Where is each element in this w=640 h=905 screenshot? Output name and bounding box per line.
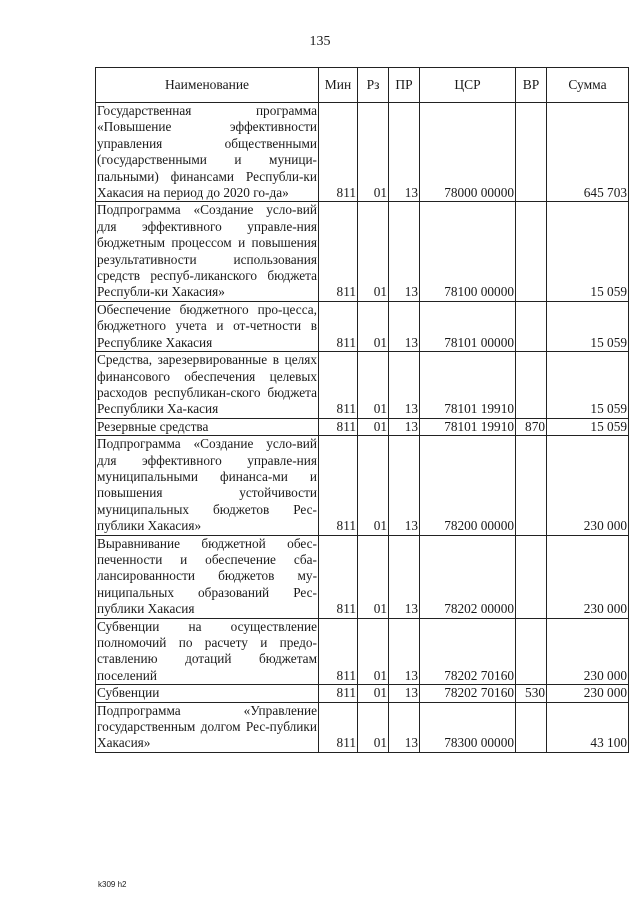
- row-sum: 230 000: [547, 618, 629, 685]
- row-rz: 01: [358, 202, 389, 301]
- table-row: [96, 418, 629, 435]
- row-csr: 78202 70160: [420, 685, 516, 702]
- row-min: 811: [319, 685, 358, 702]
- row-name: Обеспечение бюджетного про-цесса, бюджетного учета и от-четности в Республике Хакасия: [97, 301, 317, 350]
- row-sum: 230 000: [547, 685, 629, 702]
- header-csr: ЦСР: [420, 68, 516, 103]
- row-sum: 15 059: [547, 418, 629, 435]
- row-pr: 13: [389, 535, 420, 618]
- row-vr: [516, 202, 547, 301]
- row-name: Субвенции: [96, 685, 319, 702]
- row-vr: [516, 436, 547, 535]
- table-row: [96, 202, 629, 301]
- row-csr: 78200 00000: [420, 436, 516, 535]
- row-csr: 78100 00000: [420, 202, 516, 301]
- row-pr: 13: [389, 301, 420, 351]
- row-name: Подпрограмма «Управление государственным долгом Рес-публики Хакасия»: [97, 702, 317, 751]
- row-csr: 78101 00000: [420, 301, 516, 351]
- table-row: [96, 436, 629, 535]
- row-csr: 78101 19910: [420, 352, 516, 419]
- row-pr: 13: [389, 103, 420, 202]
- row-rz: 01: [358, 685, 389, 702]
- row-rz: 01: [358, 535, 389, 618]
- row-vr: [516, 535, 547, 618]
- row-rz: 01: [358, 618, 389, 685]
- row-min: 811: [319, 702, 358, 752]
- row-csr: 78101 19910: [420, 418, 516, 435]
- table-row: [96, 535, 629, 618]
- row-min: 811: [319, 418, 358, 435]
- table-header-row: [96, 68, 629, 103]
- row-vr: 530: [516, 685, 547, 702]
- header-rz: Рз: [358, 68, 389, 103]
- row-sum: 230 000: [547, 535, 629, 618]
- table-row: [96, 301, 629, 351]
- row-name: Подпрограмма «Создание усло-вий для эффективного управле-ния муниципальными финанса-ми и повышения устойчивости муниципальных бюджетов Рес-публики Хакасия»: [97, 436, 317, 534]
- row-pr: 13: [389, 685, 420, 702]
- row-rz: 01: [358, 702, 389, 752]
- header-vr: ВР: [516, 68, 547, 103]
- table-row: [96, 685, 629, 702]
- row-rz: 01: [358, 103, 389, 202]
- header-min: Мин: [319, 68, 358, 103]
- row-name: Выравнивание бюджетной обес-печенности и обеспечение сба-лансированности бюджетов му-ниципальных образований Рес-публики Хакасия: [97, 535, 317, 617]
- row-rz: 01: [358, 436, 389, 535]
- table-row: [96, 618, 629, 685]
- row-min: 811: [319, 436, 358, 535]
- table-row: [96, 103, 629, 202]
- row-pr: 13: [389, 702, 420, 752]
- row-pr: 13: [389, 618, 420, 685]
- row-sum: 15 059: [547, 352, 629, 419]
- row-pr: 13: [389, 436, 420, 535]
- row-csr: 78202 70160: [420, 618, 516, 685]
- row-sum: 15 059: [547, 202, 629, 301]
- table-row: [96, 702, 629, 752]
- row-min: 811: [319, 535, 358, 618]
- row-csr: 78300 00000: [420, 702, 516, 752]
- footer-code: k309 h2: [98, 880, 127, 889]
- row-rz: 01: [358, 418, 389, 435]
- row-rz: 01: [358, 301, 389, 351]
- row-min: 811: [319, 202, 358, 301]
- page-number: 135: [309, 34, 331, 49]
- row-pr: 13: [389, 352, 420, 419]
- row-min: 811: [319, 103, 358, 202]
- row-name: Государственная программа «Повышение эффективности управления общественными (государственными и муници-пальными) финансами Республи-ки Хакасия на период до 2020 го-да»: [97, 103, 317, 201]
- row-vr: [516, 103, 547, 202]
- row-csr: 78202 00000: [420, 535, 516, 618]
- row-vr: [516, 301, 547, 351]
- row-name: Субвенции на осуществление полномочий по расчету и предо-ставлению дотаций бюджетам поселений: [97, 618, 317, 683]
- row-vr: [516, 702, 547, 752]
- row-sum: 15 059: [547, 301, 629, 351]
- budget-table: [95, 67, 629, 753]
- header-pr: ПР: [389, 68, 420, 103]
- table-row: [96, 352, 629, 419]
- row-name: Подпрограмма «Создание усло-вий для эффективного управле-ния бюджетным процессом и повышения результативности использования средств респуб-ликанского бюджета Республи-ки Хакасия»: [97, 202, 317, 300]
- row-min: 811: [319, 352, 358, 419]
- row-pr: 13: [389, 202, 420, 301]
- row-sum: 43 100: [547, 702, 629, 752]
- row-vr: [516, 618, 547, 685]
- row-name: Средства, зарезервированные в целях финансового обеспечения целевых расходов республикан-ского бюджета Республики Ха-касия: [97, 352, 317, 417]
- header-sum: Сумма: [547, 68, 629, 103]
- row-min: 811: [319, 618, 358, 685]
- row-name: Резервные средства: [96, 418, 319, 435]
- row-sum: 230 000: [547, 436, 629, 535]
- row-pr: 13: [389, 418, 420, 435]
- row-rz: 01: [358, 352, 389, 419]
- row-min: 811: [319, 301, 358, 351]
- row-sum: 645 703: [547, 103, 629, 202]
- header-name: Наименование: [96, 68, 319, 103]
- row-vr: 870: [516, 418, 547, 435]
- row-vr: [516, 352, 547, 419]
- row-csr: 78000 00000: [420, 103, 516, 202]
